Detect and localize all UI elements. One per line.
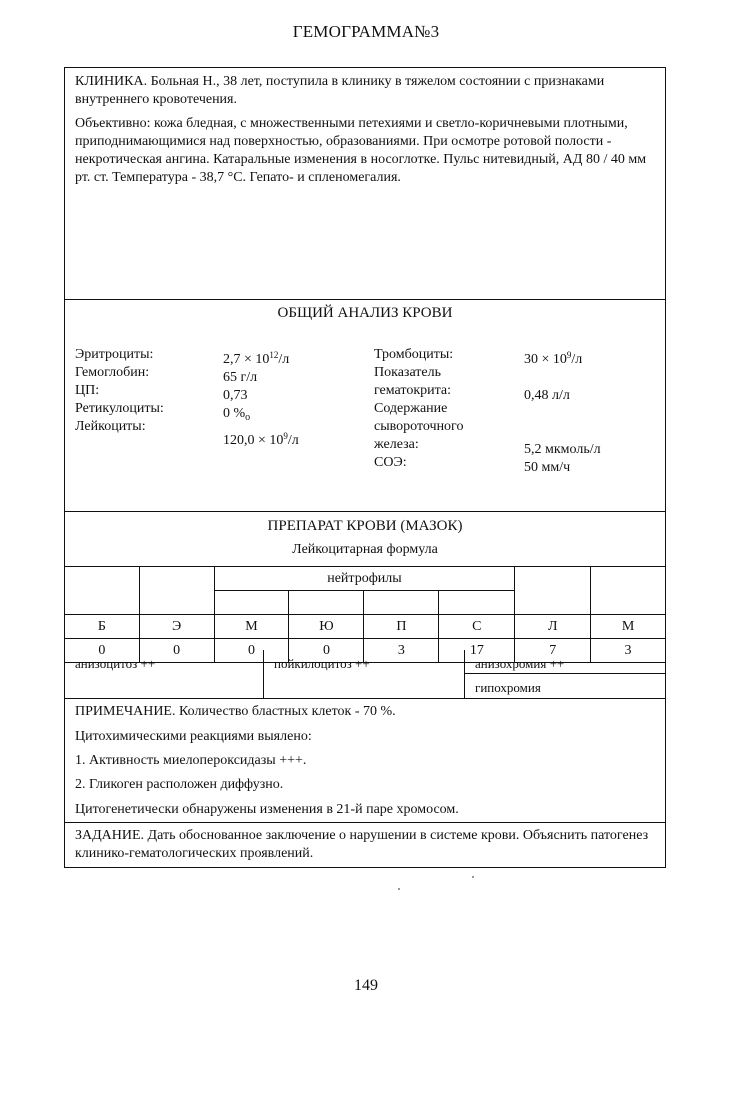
note-section	[65, 698, 665, 823]
rbc-morphology-row	[65, 650, 665, 699]
leukocytes-value: $120,0 \times 10^9/л$	[223, 431, 299, 448]
table-cell: 0	[214, 639, 289, 663]
oak-right-labels	[374, 346, 463, 472]
table-cell: 17	[439, 639, 515, 663]
hematocrit-label-1: Показатель	[374, 365, 441, 380]
platelets-label: Тромбоциты:	[374, 347, 454, 362]
col-header: М	[591, 615, 666, 639]
smear-title: ПРЕПАРАТ КРОВИ (МАЗОК)	[267, 518, 463, 534]
oak-title: ОБЩИЙ АНАЛИЗ КРОВИ	[277, 305, 453, 321]
color-index-value: 0,73	[223, 388, 248, 403]
task-section	[65, 823, 665, 869]
table-row	[65, 567, 666, 591]
color-index-label: ЦП:	[75, 383, 100, 398]
reticulocytes-value: 0 $\%_о$	[223, 406, 251, 423]
note-blasts: ПРИМЕЧАНИЕ. Количество бластных клеток - 70 %.	[75, 704, 396, 719]
erythrocytes-label: Эритроциты:	[75, 347, 154, 362]
leukocyte-formula-table	[64, 566, 666, 663]
header-cell	[515, 567, 591, 615]
scan-speck	[398, 888, 400, 890]
platelets-value: $30 \times 10^9/л$	[524, 350, 583, 367]
leukocytes-label: Лейкоциты:	[75, 419, 146, 434]
iron-label-3: железа:	[374, 437, 419, 452]
scan-speck	[472, 876, 474, 878]
table-cell: 3	[364, 639, 439, 663]
task-text: ЗАДАНИЕ. Дать обоснованное заключение о нарушении в системе крови. Объяснить патогенез клинико-гематологических проявлений.	[75, 828, 649, 861]
hematocrit-label-2: гематокрита:	[374, 383, 452, 398]
table-cell: 7	[515, 639, 591, 663]
note-glycogen: 2. Гликоген расположен диффузно.	[75, 777, 284, 792]
col-header: М	[214, 615, 289, 639]
esr-value: 50 мм/ч	[524, 460, 571, 475]
anisochromia-subcell: анизохромия ++	[465, 650, 666, 674]
table-cell: 0	[289, 639, 364, 663]
table-row	[65, 615, 666, 639]
header-cell	[591, 567, 666, 615]
clinic-intro: КЛИНИКА. Больная Н., 38 лет, поступила в клинику в тяжелом состоянии с признаками внутреннего кровотечения.	[75, 74, 605, 107]
col-header: П	[364, 615, 439, 639]
hematocrit-value: 0,48 л/л	[524, 388, 570, 403]
col-header: Ю	[289, 615, 364, 639]
col-header: Э	[139, 615, 214, 639]
col-header: С	[439, 615, 515, 639]
header-cell	[65, 567, 140, 615]
oak-left-values	[223, 346, 299, 450]
table-cell: 0	[139, 639, 214, 663]
table-cell: 0	[65, 639, 140, 663]
table-cell: 3	[591, 639, 666, 663]
general-blood-analysis	[65, 300, 665, 512]
poikilocytosis-cell: пойкилоцитоз ++	[264, 650, 465, 698]
hemoglobin-label: Гемоглобин:	[75, 365, 150, 380]
page-number: 149	[354, 977, 378, 994]
clinic-objective: Объективно: кожа бледная, с множественными петехиями и светло-коричневыми плотными, приподнимающимися над поверхностью, образованиями. При осмотре ротовой полости - некротическая ангина. Катаральные изменения в носоглотке. Пульс нитевидный, АД 80 / 40 мм рт. ст. Температура - 38,7 °С. Гепато- и спленомегалия.	[75, 116, 647, 185]
neutrophils-header: нейтрофилы	[214, 567, 515, 591]
page-title: ГЕМОГРАММА№3	[292, 22, 440, 41]
hypochromia-subcell: гипохромия	[475, 680, 541, 695]
clinic-section	[65, 68, 665, 300]
note-cytochem: Цитохимическими реакциями выялено:	[75, 729, 312, 744]
iron-label-1: Содержание	[374, 401, 448, 416]
anisocytosis-cell: анизоцитоз ++	[65, 650, 264, 698]
col-header: Б	[65, 615, 140, 639]
iron-value: 5,2 мкмоль/л	[524, 442, 601, 457]
chromia-cell	[465, 650, 666, 698]
iron-label-2: сывороточного	[374, 419, 464, 434]
smear-subtitle: Лейкоцитарная формула	[292, 542, 438, 557]
header-cell	[139, 567, 214, 615]
oak-left-labels	[75, 346, 164, 436]
erythrocytes-value: $2,7 \times 10^{12}/л$	[223, 350, 290, 367]
esr-label: СОЭ:	[374, 455, 407, 470]
hemoglobin-value: 65 г/л	[223, 370, 258, 385]
note-cytogenetics: Цитогенетически обнаружены изменения в 21-й паре хромосом.	[75, 802, 459, 817]
note-mpo: 1. Активность миелопероксидазы +++.	[75, 753, 307, 768]
reticulocytes-label: Ретикулоциты:	[75, 401, 164, 416]
oak-right-values	[524, 346, 601, 477]
col-header: Л	[515, 615, 591, 639]
hemogram-card	[64, 67, 666, 868]
